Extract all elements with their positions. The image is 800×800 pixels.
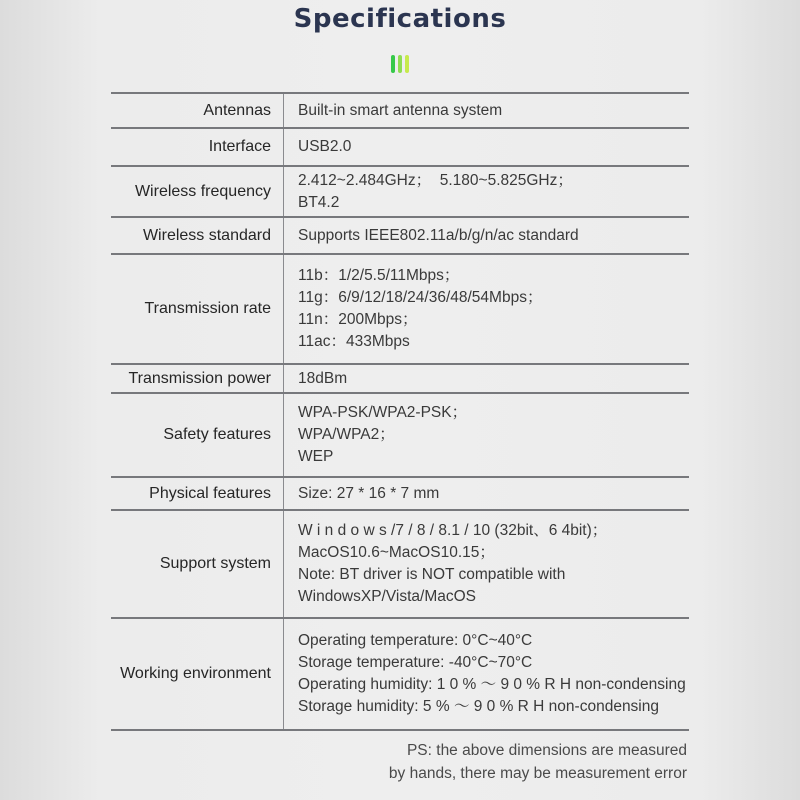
spec-value-line: Storage temperature: -40°C~70°C (298, 654, 533, 671)
spec-label: Safety features (163, 426, 271, 443)
spec-value-line: WPA-PSK/WPA2-PSK； (298, 404, 468, 421)
spec-label: Interface (208, 138, 271, 155)
spec-value (298, 218, 689, 253)
spec-value (298, 511, 689, 617)
spec-value (298, 365, 689, 392)
spec-value-line: Operating humidity: 1 0 % ～ 9 0 % R H non-condensing (298, 676, 686, 693)
spec-row (111, 255, 689, 363)
spec-value-line: Storage humidity: 5 % ～ 9 0 % R H non-condensing (298, 698, 659, 715)
spec-value (298, 167, 689, 216)
spec-row (111, 167, 689, 216)
spec-value (298, 129, 689, 165)
spec-row (111, 94, 689, 127)
spec-value-line: 11b：1/2/5.5/11Mbps； (298, 267, 460, 284)
spec-value (298, 255, 689, 363)
row-divider (111, 729, 689, 731)
spec-label: Antennas (203, 101, 271, 119)
spec-row (111, 511, 689, 617)
spec-value-line: 11n：200Mbps； (298, 311, 418, 328)
page-title: Specifications (293, 4, 507, 34)
spec-value-line: MacOS10.6~MacOS10.15； (298, 544, 495, 561)
spec-row (111, 129, 689, 165)
spec-row (111, 394, 689, 476)
spec-value (298, 94, 689, 127)
spec-value-line: WPA/WPA2； (298, 426, 395, 443)
spec-value-line: Built-in smart antenna system (298, 101, 503, 119)
accent-bars-icon (391, 55, 411, 73)
spec-row (111, 478, 689, 509)
spec-value-line: Note: BT driver is NOT compatible with (298, 566, 566, 583)
spec-label: Wireless standard (142, 226, 271, 244)
footnote (389, 739, 687, 785)
accent-bar (398, 55, 402, 73)
spec-label: Wireless frequency (134, 182, 271, 200)
spec-value-line: WindowsXP/Vista/MacOS (298, 588, 477, 605)
spec-value (298, 394, 689, 476)
spec-value-line: Operating temperature: 0°C~40°C (298, 632, 533, 649)
footnote-line: PS: the above dimensions are measured (406, 742, 687, 759)
spec-row (111, 218, 689, 253)
spec-row (111, 619, 689, 729)
spec-label: Working environment (120, 665, 271, 682)
spec-value-line: USB2.0 (298, 138, 352, 155)
spec-value-line: 11ac：433Mbps (298, 333, 410, 350)
spec-value-line: 11g：6/9/12/18/24/36/48/54Mbps； (298, 289, 543, 306)
spec-value-line: 2.412~2.484GHz； 5.180~5.825GHz； (298, 171, 573, 189)
spec-label: Support system (159, 555, 271, 572)
spec-value-line: WEP (298, 448, 334, 465)
accent-bar (405, 55, 409, 73)
spec-value-line: 18dBm (298, 369, 348, 387)
spec-value-line: Size: 27 * 16 * 7 mm (298, 484, 440, 502)
spec-value-line: BT4.2 (298, 193, 340, 211)
accent-bar (391, 55, 395, 73)
spec-value-line: W i n d o w s /7 / 8 / 8.1 / 10 (32bit、6 4bit)； (298, 522, 608, 539)
spec-label: Physical features (149, 484, 271, 502)
spec-row (111, 365, 689, 392)
footnote-line: by hands, there may be measurement error (388, 765, 687, 782)
spec-value-line: Supports IEEE802.11a/b/g/n/ac standard (298, 226, 579, 244)
spec-value (298, 478, 689, 509)
spec-value (298, 619, 689, 729)
spec-label: Transmission power (128, 369, 271, 387)
spec-label: Transmission rate (144, 300, 271, 317)
